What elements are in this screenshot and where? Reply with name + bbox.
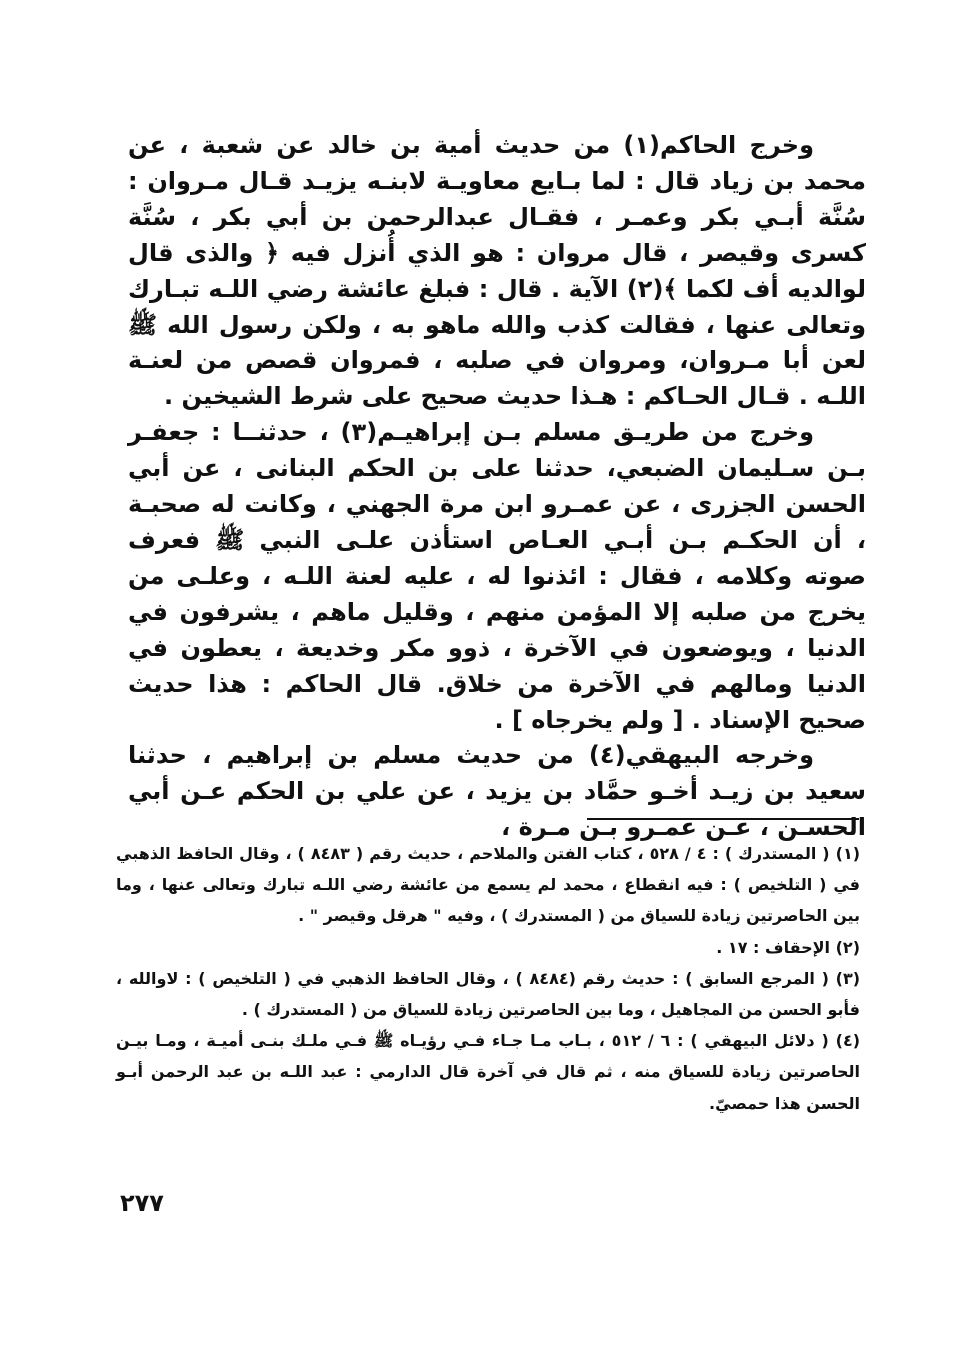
paragraph-2: وخرج من طريـق مسلم بـن إبراهيـم(٣) ، حدثنــا : جعفـر بـن سـليمان الضبعي، حدثنا على بن الحكم البنانى ، عن أبي الحسن الجزرى ، عن عمـرو ابن مرة الجهني ، وكانت له صحبـة ، أن الحكـم بـن أبـي العـاص استأذن علـى النبي ﷺ فعرف صوته وكلامه ، فقال : ائذنوا له ، عليه لعنة اللـه ، وعلـى من يخرج من صلبه إلا المؤمن منهم ، وقليل ماهم ، يشرفون في الدنيا ، ويوضعون في الآخرة ، ذوو مكر وخديعة ، يعطون في الدنيا ومالهم في الآخرة من خلاق. قال الحاكم : هذا حديث صحيح الإسناد . [ ولم يخرجاه ] . — [128, 418, 866, 734]
footnote-3: (٣) ( المرجع السابق ) : حديث رقم (٨٤٨٤ ) ، وقال الحافظ الذهبي في ( التلخيص ) : لاوالله ، فأبو الحسن من المجاهيل ، وما بين الحاصرتين زيادة للسياق من ( المستدرك ) . — [116, 968, 861, 1020]
footnote-separator — [587, 818, 859, 820]
paragraph-3: وخرجه البيهقي(٤) من حديث مسلم بن إبراهيم ، حدثنا سعيد بن زيـد أخـو حمَّاد بن يزيد ، عن علي بن الحكم عـن أبي الحسـن ، عـن عمـرو بـن مـرة ، — [128, 741, 866, 842]
paragraph-1: وخرج الحاكم(١) من حديث أمية بن خالد عن شعبة ، عن محمد بن زياد قال : لما بـايع معاويـة لابنـه يزيـد قـال مـروان : سُنَّة أبـي بكر وعمـر ، فقـال عبدالرحمن بن أبي بكر ، سُنَّة كسرى وقيصر ، قال مروان : هو الذي أُنزل فيه ﴿ والذى قال لوالديه أف لكما ﴾(٢) الآية . قال : فبلغ عائشة رضي اللـه تبـارك وتعالى عنها ، فقالت كذب والله ماهو به ، ولكن رسول الله ﷺ لعن أبا مـروان، ومروان في صلبه ، فمروان قصص من لعنـة اللـه . قـال الحـاكم : هـذا حديث صحيح على شرط الشيخين . — [128, 131, 866, 411]
main-text — [128, 128, 866, 846]
footnote-4: (٤) ( دلائل البيهقي ) : ٦ / ٥١٢ ، بـاب مـا جـاء فـي رؤيـاه ﷺ فـي ملـك بنـى أميـة ، ومـا بيـن الحاصرتين زيادة للسياق منه ، ثم قال في آخرة قال الدارمي : عبد اللـه بن عبد الرحمن أبـو الحسن هذا حمصيّ. — [116, 1031, 861, 1113]
footnotes — [116, 838, 860, 1119]
footnote-1: (١) ( المستدرك ) : ٤ / ٥٢٨ ، كتاب الفتن والملاحم ، حديث رقم ( ٨٤٨٣ ) ، وقال الحافظ الذهبي في ( التلخيص ) : فيه انقطاع ، محمد لم يسمع من عائشة رضي اللـه تبارك وتعالى عنها ، وما بين الحاصرتين زيادة للسياق من ( المستدرك ) ، وفيه " هرقل وقيصر " . — [116, 844, 861, 926]
page-number: ٢٧٧ — [120, 1189, 164, 1217]
footnote-2: (٢) الإحقاف : ١٧ . — [716, 937, 860, 957]
